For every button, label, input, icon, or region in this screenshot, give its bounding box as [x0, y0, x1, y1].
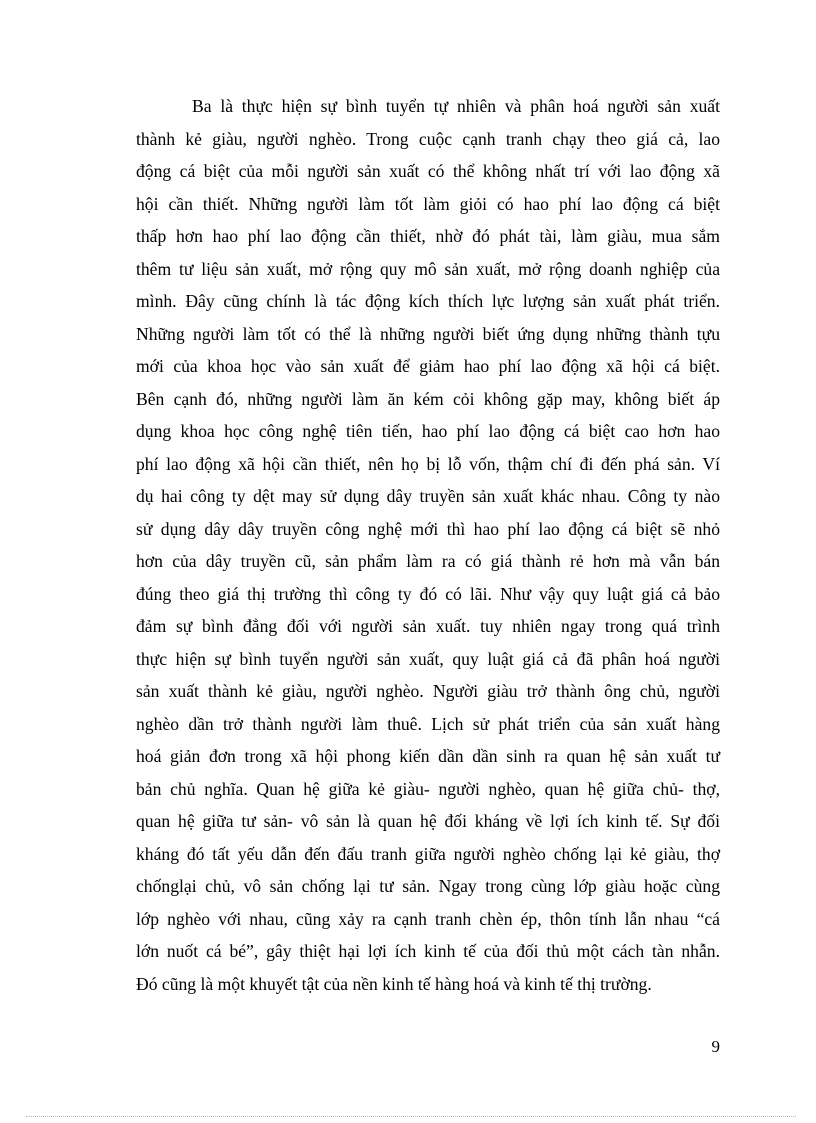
paragraph-line: thực hiện sự bình tuyển người sản xuất, quy luật giá cả đã phân hoá người	[136, 648, 720, 669]
page-number: 9	[711, 1037, 720, 1056]
paragraph-line: động cá biệt của mỗi người sản xuất có thể không nhất trí với lao động xã	[136, 161, 720, 181]
paragraph-line: mình. Đây cũng chính là tác động kích thích lực lượng sản xuất phát triển.	[136, 291, 720, 311]
paragraph-line: chốnglại chủ, vô sản chống lại tư sản. Ngay trong cùng lớp giàu hoặc cùng	[136, 876, 720, 896]
paragraph-line: Những người làm tốt có thể là những người biết ứng dụng những thành tựu	[136, 323, 720, 344]
body-paragraph	[136, 90, 720, 1000]
paragraph-line: thêm tư liệu sản xuất, mở rộng quy mô sản xuất, mở rộng doanh nghiệp của	[136, 258, 720, 279]
paragraph-line: phí lao động xã hội cần thiết, nên họ bị lỗ vốn, thậm chí đi đến phá sản. Ví	[136, 453, 720, 474]
paragraph-line: hoá giản đơn trong xã hội phong kiến dần dần sinh ra quan hệ sản xuất tư	[136, 746, 720, 766]
paragraph-line: bản chủ nghĩa. Quan hệ giữa kẻ giàu- người nghèo, quan hệ giữa chủ- thợ,	[136, 778, 720, 799]
paragraph-line: dụ hai công ty dệt may sử dụng dây truyền sản xuất khác nhau. Công ty nào	[136, 486, 720, 506]
paragraph-line: sản xuất thành kẻ giàu, người nghèo. Người giàu trở thành ông chủ, người	[136, 681, 720, 701]
paragraph-line: hơn của dây truyền cũ, sản phẩm làm ra có giá thành rẻ hơn mà vẫn bán	[136, 551, 720, 571]
paragraph-line: thành kẻ giàu, người nghèo. Trong cuộc cạnh tranh chạy theo giá cả, lao	[136, 128, 720, 149]
paragraph-line: mới của khoa học vào sản xuất để giảm hao phí lao động xã hội cá biệt.	[136, 356, 720, 376]
paragraph-line: Bên cạnh đó, những người làm ăn kém cỏi không gặp may, không biết áp	[136, 388, 720, 409]
paragraph-line: nghèo dần trở thành người làm thuê. Lịch sử phát triển của sản xuất hàng	[136, 713, 720, 734]
paragraph-line: kháng đó tất yếu dẫn đến đấu tranh giữa người nghèo chống lại kẻ giàu, thợ	[136, 843, 720, 864]
paragraph-line: sử dụng dây dây truyền công nghệ mới thì hao phí lao động cá biệt sẽ nhỏ	[136, 518, 720, 539]
paragraph-line: đúng theo giá thị trường thì công ty đó có lãi. Như vậy quy luật giá cả bảo	[136, 583, 720, 604]
paragraph-line: lớn nuốt cá bé”, gây thiệt hại lợi ích kinh tế của đối thủ một cách tàn nhẫn.	[136, 941, 720, 961]
paragraph-line: thấp hơn hao phí lao động cần thiết, nhờ đó phát tài, làm giàu, mua sắm	[136, 226, 720, 246]
paragraph-line: Ba là thực hiện sự bình tuyển tự nhiên và phân hoá người sản xuất	[192, 96, 720, 116]
paragraph-line: đảm sự bình đẳng đối với người sản xuất. tuy nhiên ngay trong quá trình	[136, 616, 720, 636]
paragraph-line: dụng khoa học công nghệ tiên tiến, hao phí lao động cá biệt cao hơn hao	[136, 421, 720, 441]
paragraph-line: lớp nghèo với nhau, cũng xảy ra cạnh tranh chèn ép, thôn tính lẫn nhau “cá	[136, 908, 720, 929]
paragraph-line: quan hệ giữa tư sản- vô sản là quan hệ đối kháng về lợi ích kinh tế. Sự đối	[136, 811, 720, 831]
footer-dotted-rule	[26, 1116, 796, 1117]
paragraph-line: hội cần thiết. Những người làm tốt làm giỏi có hao phí lao động cá biệt	[136, 193, 720, 214]
paragraph-line: Đó cũng là một khuyết tật của nền kinh tế hàng hoá và kinh tế thị trường.	[136, 973, 652, 994]
